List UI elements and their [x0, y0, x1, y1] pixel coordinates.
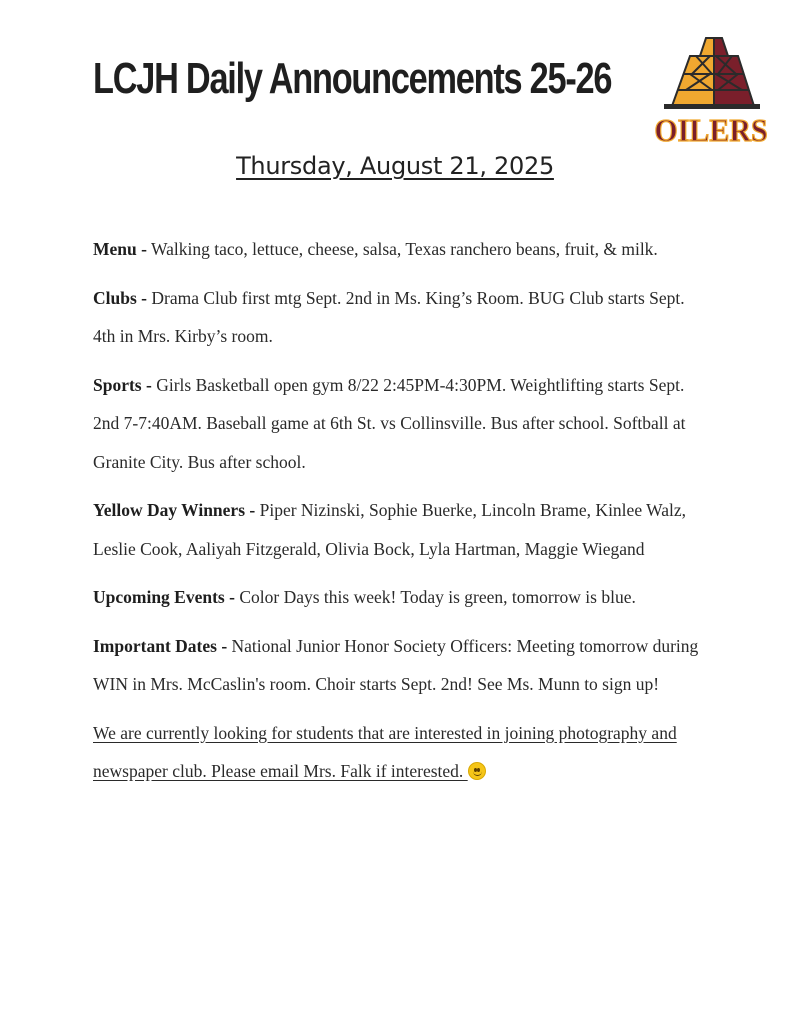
menu-section: [93, 230, 703, 269]
smiley-face-icon: [468, 762, 486, 780]
date-text: Thursday, August 21, 2025: [236, 152, 554, 180]
section-label: Upcoming Events -: [93, 587, 235, 607]
section-text: Walking taco, lettuce, cheese, salsa, Texas ranchero beans, fruit, & milk.: [146, 239, 658, 259]
upcoming-events-section: [93, 578, 703, 617]
section-text: Piper Nizinski, Sophie Buerke, Lincoln Brame, Kinlee Walz, Leslie Cook, Aaliyah Fitzgerald, Olivia Bock, Lyla Hartman, Maggie Wiegand: [93, 500, 687, 559]
yellow-day-winners-section: [93, 491, 703, 568]
section-text: Drama Club first mtg Sept. 2nd in Ms. King’s Room. BUG Club starts Sept. 4th in Mrs. Kirby’s room.: [93, 287, 685, 346]
section-text: Girls Basketball open gym 8/22 2:45PM-4:30PM. Weightlifting starts Sept. 2nd 7-7:40AM. Baseball game at 6th St. vs Collinsville. Bus after school. Softball at Granite City. Bus after school.: [93, 374, 686, 472]
section-text: National Junior Honor Society Officers: Meeting tomorrow during WIN in Mrs. McCaslin's room. Choir starts Sept. 2nd! See Ms. Munn to sign up!: [93, 635, 699, 694]
clubs-section: [93, 279, 703, 356]
date-heading: [0, 152, 790, 180]
oil-derrick-icon: [650, 36, 772, 142]
announcements-body: [93, 230, 703, 801]
section-label: Important Dates -: [93, 635, 228, 656]
notice-text: We are currently looking for students that are interested in joining photography and newspaper club. Please email Mrs. Falk if interested.: [93, 722, 677, 781]
sports-section: [93, 366, 703, 482]
section-label: Clubs -: [93, 287, 147, 308]
section-text: Color Days this week! Today is green, tomorrow is blue.: [234, 587, 636, 607]
club-recruitment-notice: [93, 714, 703, 791]
oilers-logo: [650, 36, 772, 142]
svg-text:OILERS: OILERS: [654, 113, 768, 142]
page-title: LCJH Daily Announcements 25-26: [93, 54, 612, 103]
section-label: Sports -: [93, 374, 152, 395]
section-label: Yellow Day Winners -: [93, 500, 256, 520]
section-label: Menu -: [93, 239, 147, 259]
important-dates-section: [93, 627, 703, 704]
